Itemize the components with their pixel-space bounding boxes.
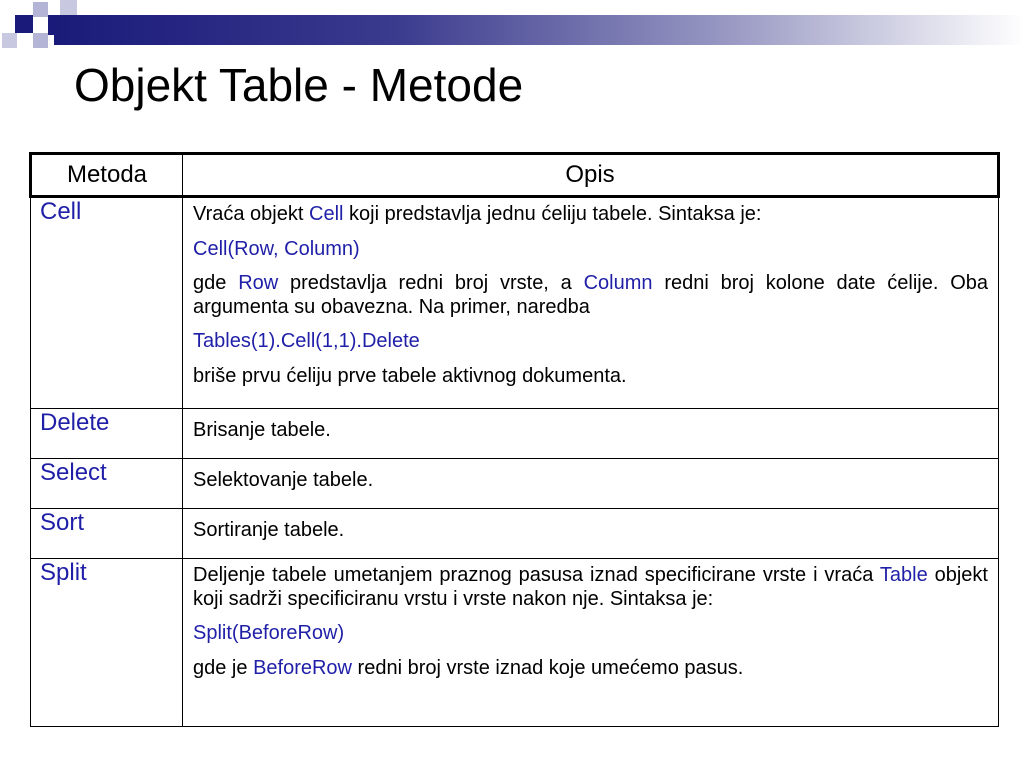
- text-span: gde: [193, 272, 239, 295]
- text-span: predstavlja redni broj vrste, a: [278, 272, 584, 295]
- table-row-select: [31, 459, 999, 509]
- method-select: Select: [31, 459, 183, 509]
- keyword-row: Row: [238, 272, 279, 295]
- header-opis: Opis: [183, 154, 999, 197]
- header-gradient-bar: [54, 15, 1024, 45]
- text-span: Deljenje tabele umetanjem praznog pasusa iznad specificirane vrste i vraća: [193, 564, 880, 586]
- desc-paragraph: [193, 203, 988, 227]
- syntax-cell: Cell(Row, Column): [193, 237, 360, 260]
- method-cell: Cell: [31, 197, 183, 409]
- syntax-split: Split(BeforeRow): [193, 622, 345, 645]
- text-span: Vraća objekt: [193, 203, 309, 225]
- slide-title: Objekt Table - Metode: [74, 59, 524, 111]
- desc-sort: Sortiranje tabele.: [183, 509, 999, 559]
- text-span: koji predstavlja jednu ćeliju tabele. Sintaksa je:: [343, 203, 762, 225]
- desc-paragraph: briše prvu ćeliju prve tabele aktivnog dokumenta.: [193, 364, 627, 387]
- example-code: Tables(1).Cell(1,1).Delete: [193, 330, 420, 353]
- table-row-sort: [31, 509, 999, 559]
- desc-paragraph: [193, 657, 988, 681]
- method-sort: Sort: [31, 509, 183, 559]
- desc-paragraph: [193, 564, 988, 611]
- desc-split: [183, 559, 999, 727]
- table-row-split: [31, 559, 999, 727]
- table-row-delete: [31, 409, 999, 459]
- desc-cell: [183, 197, 999, 409]
- keyword-beforerow: BeforeRow: [253, 656, 352, 679]
- text-span: redni broj vrste iznad koje umećemo pasus.: [352, 656, 744, 679]
- text-span: gde je: [193, 656, 254, 679]
- keyword-column: Column: [583, 272, 653, 295]
- header-metoda: Metoda: [31, 154, 183, 197]
- table-row-cell: [31, 197, 999, 409]
- desc-select: Selektovanje tabele.: [183, 459, 999, 509]
- keyword-table: Table: [879, 564, 928, 586]
- text-span: redni broj kolone date ćelije. Oba argumenta su obavezna. Na primer, naredba: [193, 272, 988, 318]
- text-span: objekt koji sadrži specificiranu vrstu i vrste nakon nje. Sintaksa je:: [193, 564, 988, 610]
- keyword-cell: Cell: [309, 203, 344, 225]
- desc-delete: Brisanje tabele.: [183, 409, 999, 459]
- methods-table: [29, 152, 1000, 727]
- method-delete: Delete: [31, 409, 183, 459]
- method-split: Split: [31, 559, 183, 727]
- desc-paragraph: [193, 272, 988, 319]
- table-header-row: [31, 154, 999, 197]
